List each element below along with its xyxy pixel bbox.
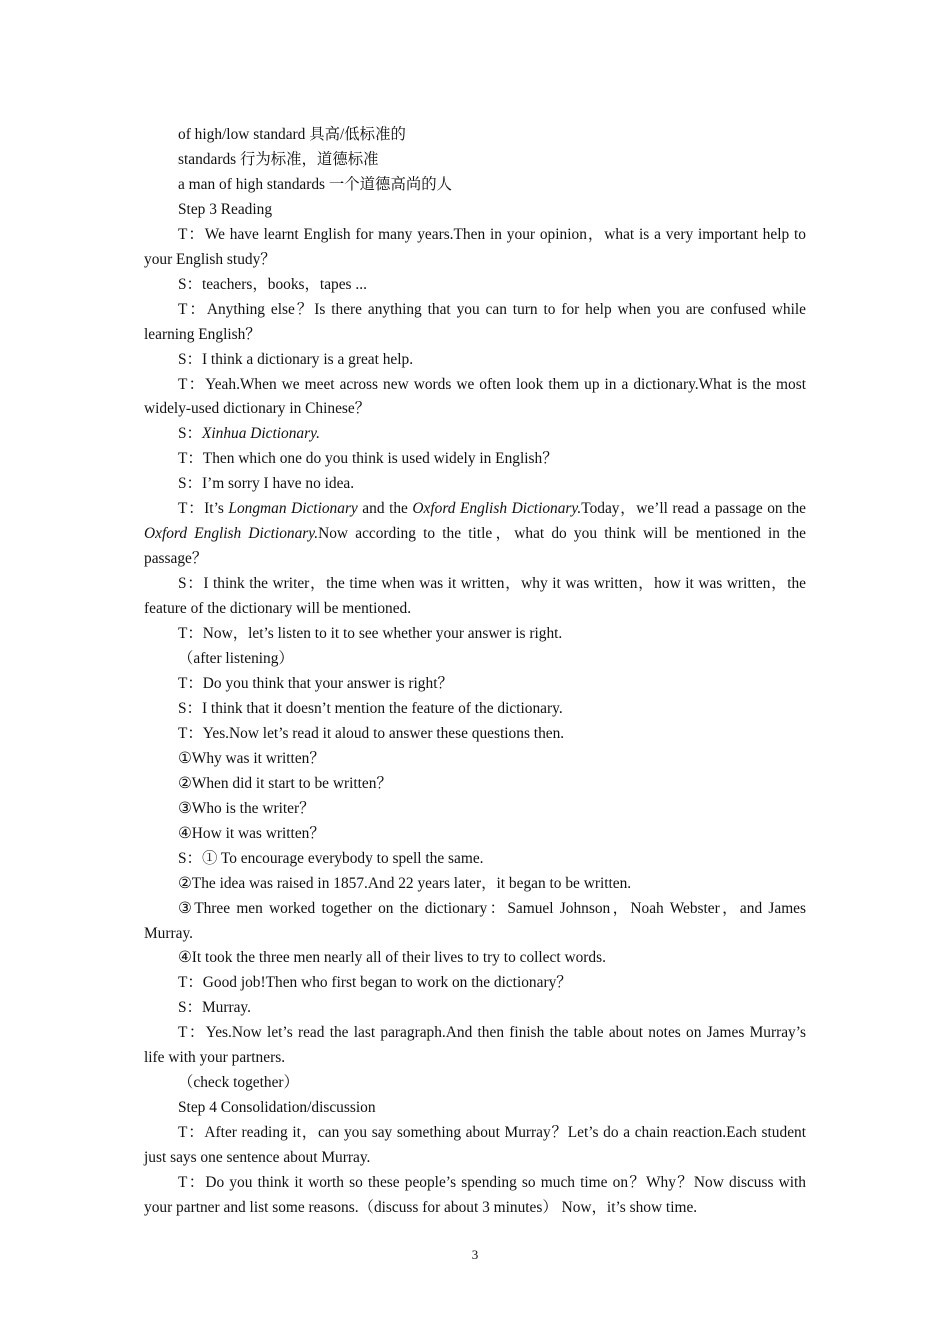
dialogue-line: S：I think that it doesn’t mention the feature of the dictionary.: [178, 699, 563, 717]
dialogue-line: [144, 497, 806, 572]
dictionary-title: Oxford English Dictionary.: [412, 500, 582, 518]
dialogue-line: T：After reading it，can you say something about Murray？Let’s do a chain reaction.Each student just says one sentence about Murray.: [144, 1124, 806, 1167]
dictionary-title: Oxford English Dictionary.: [144, 525, 319, 543]
dialogue-line: S：I’m sorry I have no idea.: [178, 475, 355, 493]
dictionary-title: Longman Dictionary: [228, 500, 358, 518]
text-run: and the: [357, 500, 413, 518]
vocab-line: a man of high standards 一个道德高尚的人: [178, 175, 453, 193]
dialogue-line: S：teachers，books，tapes ...: [178, 275, 367, 293]
question-item: ②When did it start to be written？: [178, 774, 392, 792]
dialogue-line: S：Murray.: [178, 999, 251, 1017]
dialogue-line: S：I think a dictionary is a great help.: [178, 350, 414, 368]
text-run: Today，we’ll read a passage on the: [581, 500, 806, 518]
question-item: ①Why was it written？: [178, 749, 325, 767]
page-number: 3: [471, 1247, 479, 1262]
dictionary-title: Xinhua Dictionary.: [201, 425, 320, 443]
dialogue-line: T：Yeah.When we meet across new words we often look them up in a dictionary.What is the most widely-used dictionary in Chinese？: [144, 375, 806, 418]
text-run: Now according to the title，what do you think will be mentioned in the passage？: [144, 525, 806, 568]
stage-direction: （after listening）: [178, 650, 294, 668]
answer-item: ③Three men worked together on the dictionary：Samuel Johnson，Noah Webster，and James Murray.: [144, 899, 806, 942]
step-heading: Step 3 Reading: [178, 200, 273, 218]
dialogue-speaker: S：: [178, 425, 202, 443]
vocab-line: of high/low standard 具高/低标准的: [178, 126, 406, 143]
dialogue-line: T：Good job!Then who first began to work on the dictionary？: [178, 974, 572, 992]
dialogue-line: T：We have learnt English for many years.Then in your opinion，what is a very important help to your English study？: [144, 225, 806, 268]
dialogue-line: T：Do you think it worth so these people’s spending so much time on？Why？Now discuss with your partner and list some reasons.（discuss for about 3 minutes） Now，it’s show time.: [144, 1174, 806, 1216]
stage-direction: （check together）: [178, 1074, 299, 1092]
step-heading: Step 4 Consolidation/discussion: [178, 1099, 376, 1117]
dialogue-line: T：Yes.Now let’s read the last paragraph.And then finish the table about notes on James Murray’s life with your partners.: [144, 1024, 806, 1067]
dialogue-line: S：I think the writer，the time when was it written，why it was written，how it was written，the feature of the dictionary will be mentioned.: [144, 575, 806, 618]
vocab-line: standards 行为标准，道德标准: [178, 150, 379, 168]
question-item: ④How it was written？: [178, 824, 325, 842]
dialogue-line: T：Do you think that your answer is right？: [178, 674, 453, 692]
dialogue-line: T：Then which one do you think is used widely in English？: [178, 450, 558, 468]
dialogue-line: [144, 422, 806, 447]
dialogue-line: T：Yes.Now let’s read it aloud to answer these questions then.: [178, 724, 565, 742]
text-run: T：It’s: [178, 500, 229, 518]
page-body: [144, 123, 806, 1221]
answer-item: S：① To encourage everybody to spell the same.: [178, 849, 484, 867]
answer-item: ②The idea was raised in 1857.And 22 years later，it began to be written.: [178, 874, 632, 892]
dialogue-line: T：Now，let’s listen to it to see whether your answer is right.: [178, 625, 563, 643]
answer-item: ④It took the three men nearly all of their lives to try to collect words.: [178, 949, 606, 967]
dialogue-line: T：Anything else？Is there anything that you can turn to for help when you are confused while learning English？: [144, 300, 806, 343]
question-item: ③Who is the writer？: [178, 799, 315, 817]
